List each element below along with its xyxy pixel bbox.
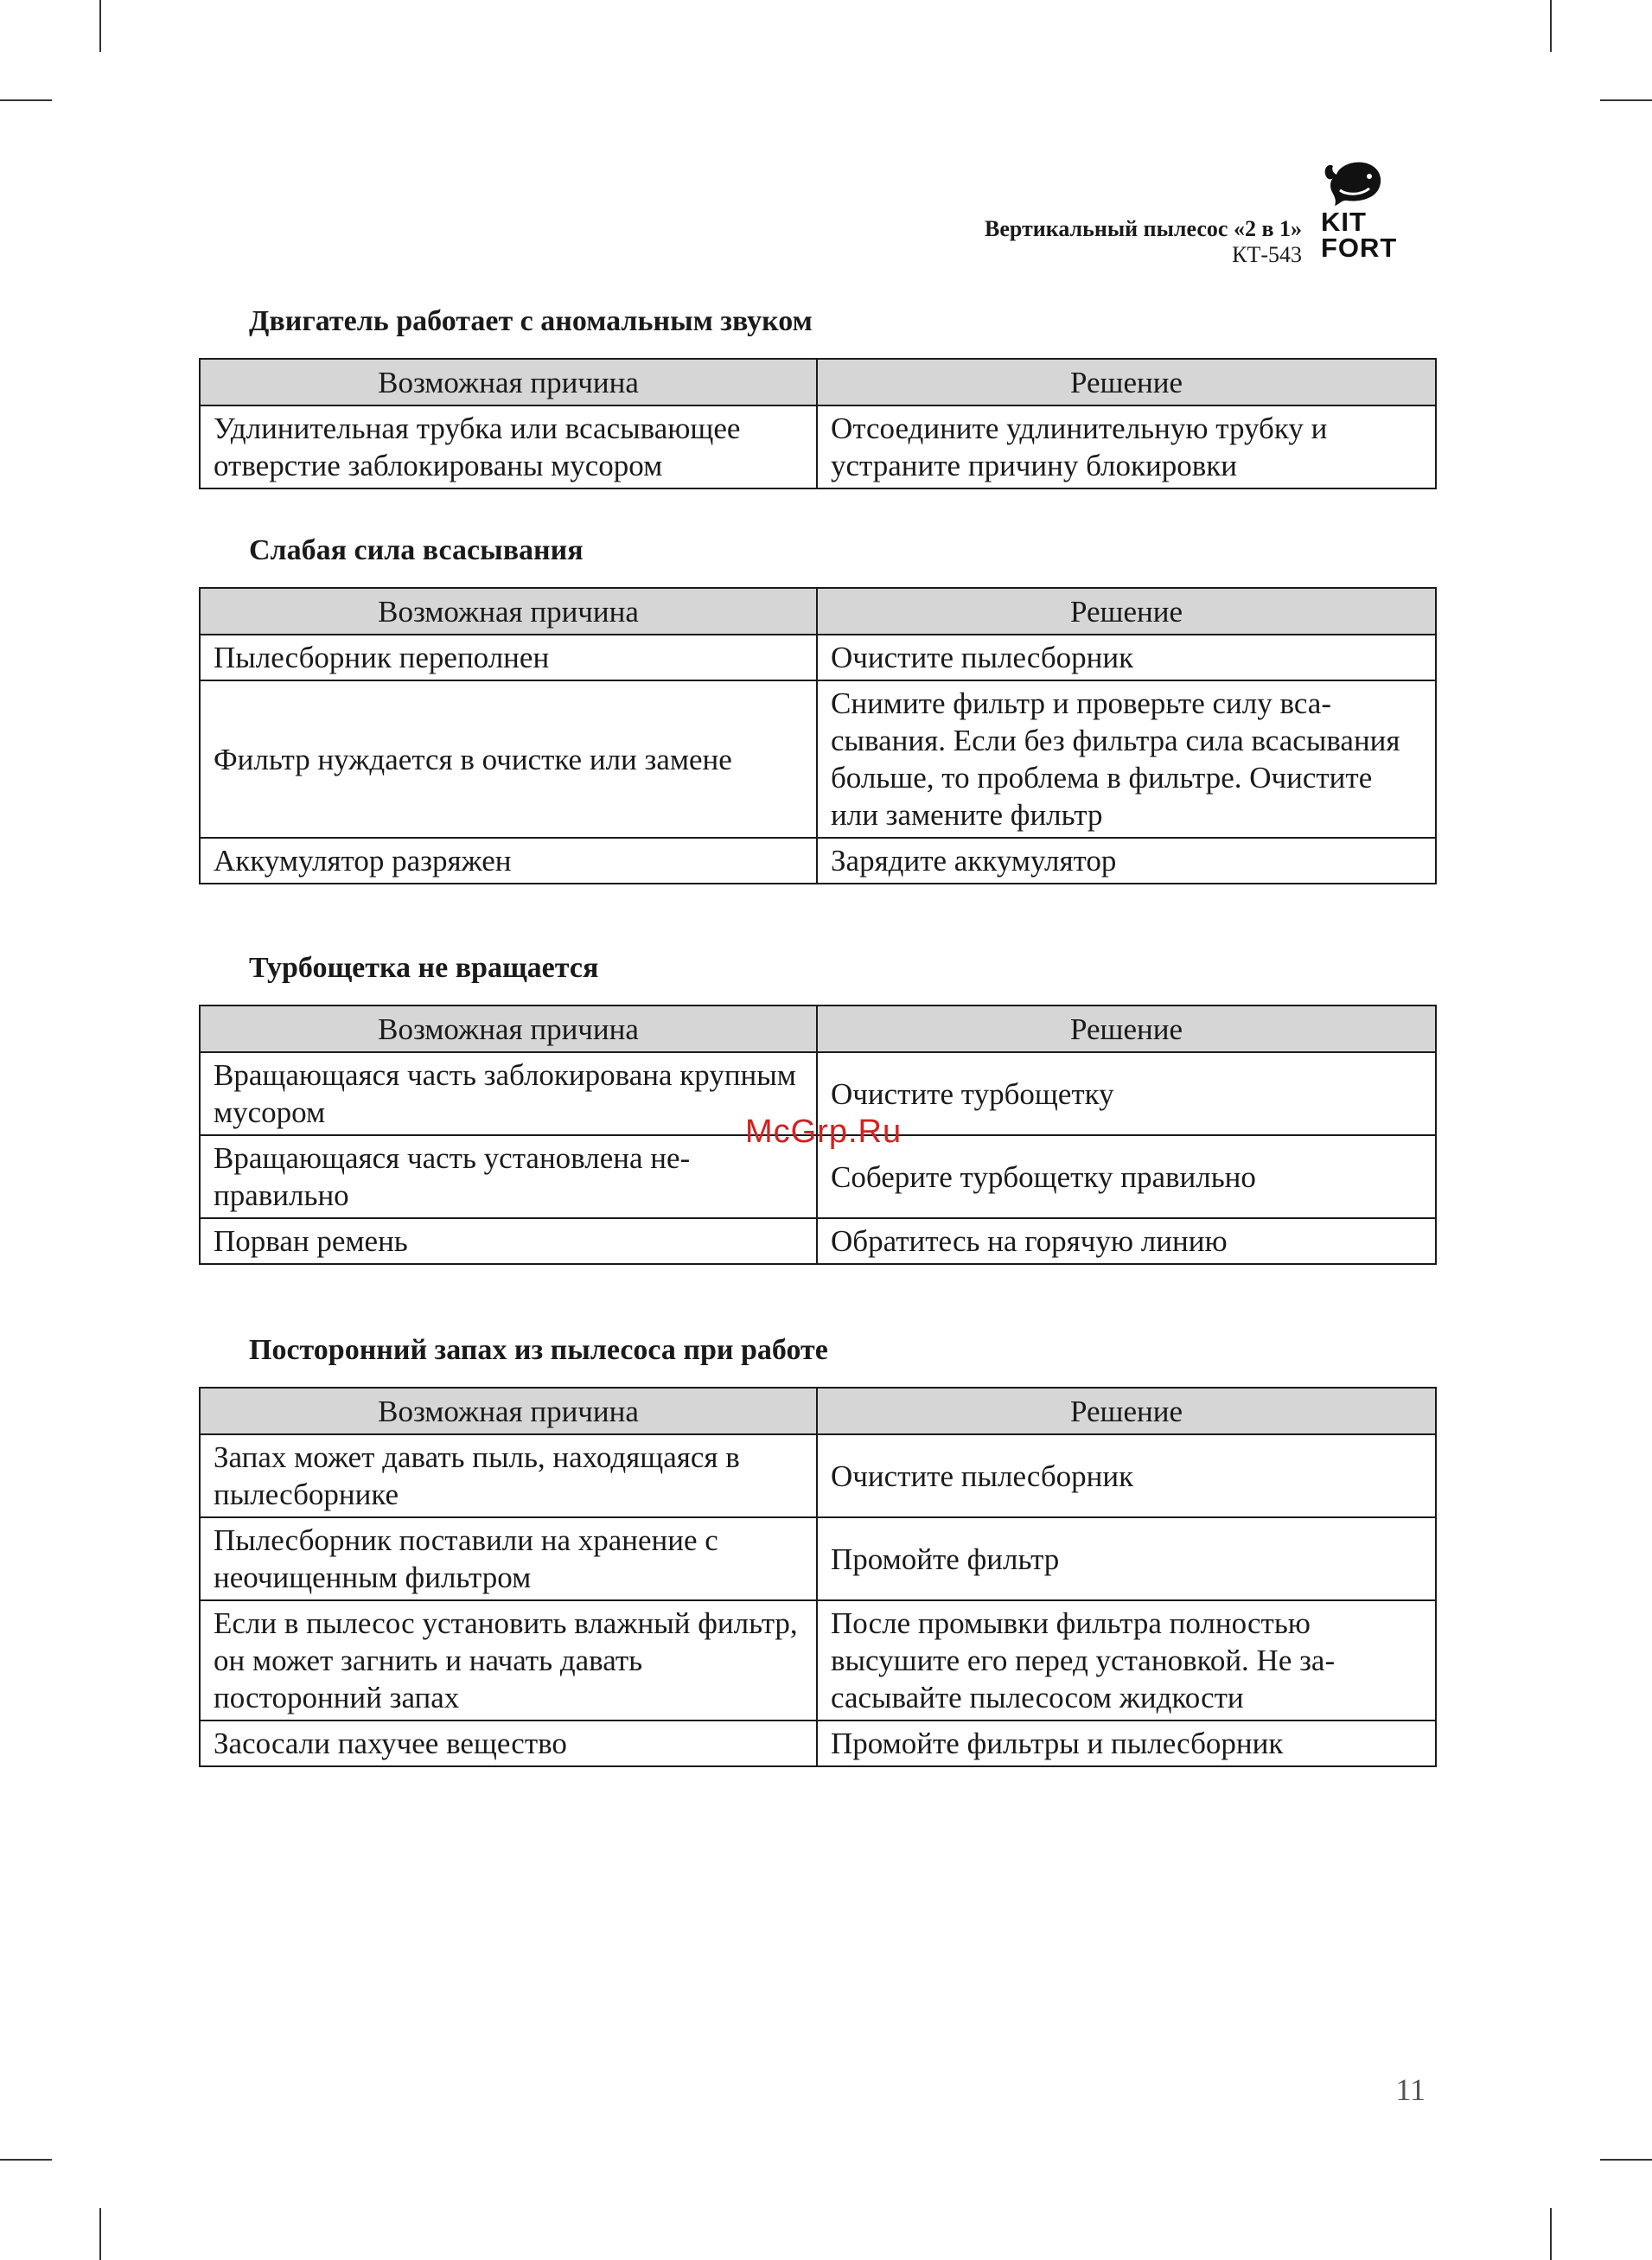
troubleshooting-table [199, 358, 1437, 489]
table-row [200, 1600, 1436, 1721]
page-header [985, 216, 1302, 268]
cause-cell: Запах может давать пыль, находящаяся в пылесборнике [200, 1434, 817, 1517]
solution-cell: Отсоедините удлинительную трубку и устраните причину блокировки [817, 405, 1436, 488]
watermark: McGrp.Ru [745, 1114, 903, 1150]
solution-cell: Соберите турбощетку правильно [817, 1135, 1436, 1218]
crop-mark [0, 2159, 52, 2161]
column-header-solution: Решение [817, 359, 1436, 405]
column-header-solution: Решение [817, 1388, 1436, 1434]
table-row [200, 838, 1436, 884]
table-row [200, 1517, 1436, 1600]
crop-mark [1550, 2208, 1552, 2260]
table-row [200, 635, 1436, 680]
column-header-cause: Возможная причина [200, 359, 817, 405]
column-header-cause: Возможная причина [200, 1388, 817, 1434]
solution-cell: Очистите пылесборник [817, 1434, 1436, 1517]
brand-line-kit: KIT [1321, 207, 1367, 237]
solution-cell: Промойте фильтр [817, 1517, 1436, 1600]
troubleshooting-table [199, 587, 1437, 884]
table-header-row [200, 1006, 1436, 1052]
section-title: Посторонний запах из пылесоса при работе [249, 1334, 828, 1366]
column-header-solution: Решение [817, 1006, 1436, 1052]
table-row [200, 1218, 1436, 1264]
troubleshooting-table [199, 1387, 1437, 1767]
solution-cell: Очистите пылесборник [817, 635, 1436, 680]
section-turbobrush [199, 951, 1435, 1265]
cause-cell: Если в пылесос установить влажный фильтр, он может загнить и начать давать посторонний запах [200, 1600, 817, 1721]
crop-mark [1550, 0, 1552, 52]
solution-cell: После промывки фильтра полностью высушите его перед установкой. Не засасывайте пылесосом жидкости [817, 1600, 1436, 1721]
crop-mark [1600, 99, 1652, 101]
solution-cell: Обратитесь на горячую линию [817, 1218, 1436, 1264]
cause-cell: Вращающаяся часть установлена неправильно [200, 1135, 817, 1218]
crop-mark [1600, 2159, 1652, 2161]
whale-icon [1321, 156, 1390, 207]
cause-cell: Аккумулятор разряжен [200, 838, 817, 884]
solution-cell: Очистите турбощетку [817, 1052, 1436, 1135]
cause-cell: Пылесборник поставили на хранение с неочищенным фильтром [200, 1517, 817, 1600]
cause-cell: Порван ремень [200, 1218, 817, 1264]
section-abnormal-sound [199, 304, 1435, 489]
crop-mark [0, 99, 52, 101]
table-header-row [200, 1388, 1436, 1434]
crop-mark [99, 2208, 101, 2260]
table-header-row [200, 359, 1436, 405]
section-title: Двигатель работает с аномальным звуком [249, 305, 813, 337]
solution-cell: Снимите фильтр и проверьте силу всасывания. Если без фильтра сила всасывания больше, то проблема в фильтре. Очистите или замените фильтр [817, 680, 1436, 838]
table-header-row [200, 588, 1436, 635]
section-title: Турбощетка не вращается [249, 952, 599, 984]
table-row [200, 1434, 1436, 1517]
brand-wordmark [1321, 209, 1397, 261]
product-title: Вертикальный пылесос «2 в 1» [984, 216, 1302, 241]
cause-cell: Пылесборник переполнен [200, 635, 817, 680]
cause-cell: Фильтр нуждается в очистке или замене [200, 680, 817, 838]
table-row [200, 680, 1436, 838]
page-number: 11 [1395, 2072, 1426, 2107]
table-row [200, 405, 1436, 488]
column-header-cause: Возможная причина [200, 1006, 817, 1052]
solution-cell: Промойте фильтры и пылесборник [817, 1721, 1436, 1766]
section-title: Слабая сила всасывания [249, 534, 584, 566]
section-odor [199, 1333, 1435, 1767]
brand-line-fort: FORT [1321, 233, 1398, 263]
solution-cell: Зарядите аккумулятор [817, 838, 1436, 884]
cause-cell: Вращающаяся часть заблокирована крупным мусором [200, 1052, 817, 1135]
cause-cell: Удлинительная трубка или всасывающее отверстие заблокированы мусором [200, 405, 817, 488]
column-header-solution: Решение [817, 588, 1436, 635]
cause-cell: Засосали пахучее вещество [200, 1721, 817, 1766]
column-header-cause: Возможная причина [200, 588, 817, 635]
product-model: КТ-543 [1232, 242, 1302, 267]
crop-mark [99, 0, 101, 52]
table-row [200, 1721, 1436, 1766]
section-weak-suction [199, 533, 1435, 884]
kitfort-logo [1321, 156, 1442, 268]
